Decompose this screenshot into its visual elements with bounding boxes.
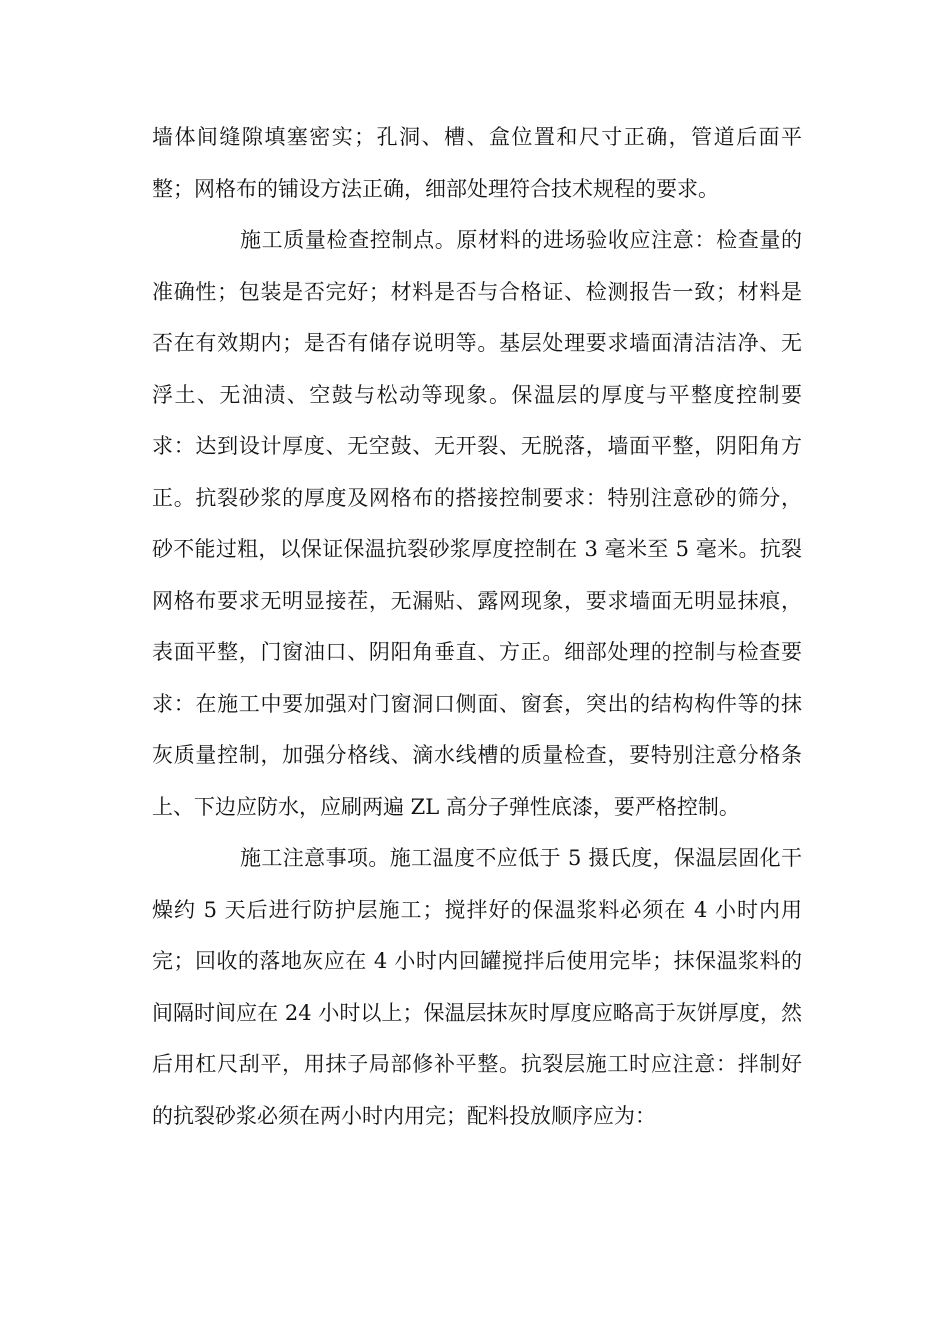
paragraph-wall-gap: 墙体间缝隙填塞密实；孔洞、槽、盒位置和尺寸正确，管道后面平整；网格布的铺设方法正确，细部处理符合技术规程的要求。: [152, 125, 802, 201]
paragraph-quality-control: 施工质量检查控制点。原材料的进场验收应注意：检查量的准确性；包装是否完好；材料是否与合格证、检测报告一致；材料是否在有效期内；是否有储存说明等。基层处理要求墙面清洁洁净、无浮土、无油渍、空鼓与松动等现象。保温层的厚度与平整度控制要求：达到设计厚度、无空鼓、无开裂、无脱落，墙面平整，阴阳角方正。抗裂砂浆的厚度及网格布的搭接控制要求：特别注意砂的筛分，砂不能过粗，以保证保温抗裂砂浆厚度控制在 3 毫米至 5 毫米。抗裂网格布要求无明显接茬，无漏贴、露网现象，要求墙面无明显抹痕，表面平整，门窗油口、阴阳角垂直、方正。细部处理的控制与检查要求：在施工中要加强对门窗洞口侧面、窗套，突出的结构构件等的抹灰质量控制，加强分格线、滴水线槽的质量检查，要特别注意分格条上、下边应防水，应刷两遍 ZL 高分子弹性底漆，要严格控制。: [152, 228, 802, 819]
paragraph-construction-notes: 施工注意事项。施工温度不应低于 5 摄氏度，保温层固化干燥约 5 天后进行防护层施工；搅拌好的保温浆料必须在 4 小时内用完；回收的落地灰应在 4 小时内回罐搅拌后使用完毕；抹保温浆料的间隔时间应在 24 小时以上；保温层抹灰时厚度应略高于灰饼厚度，然后用杠尺刮平，用抹子局部修补平整。抗裂层施工时应注意：拌制好的抗裂砂浆必须在两小时内用完；配料投放顺序应为：: [152, 846, 802, 1128]
document-body: [152, 112, 802, 1142]
